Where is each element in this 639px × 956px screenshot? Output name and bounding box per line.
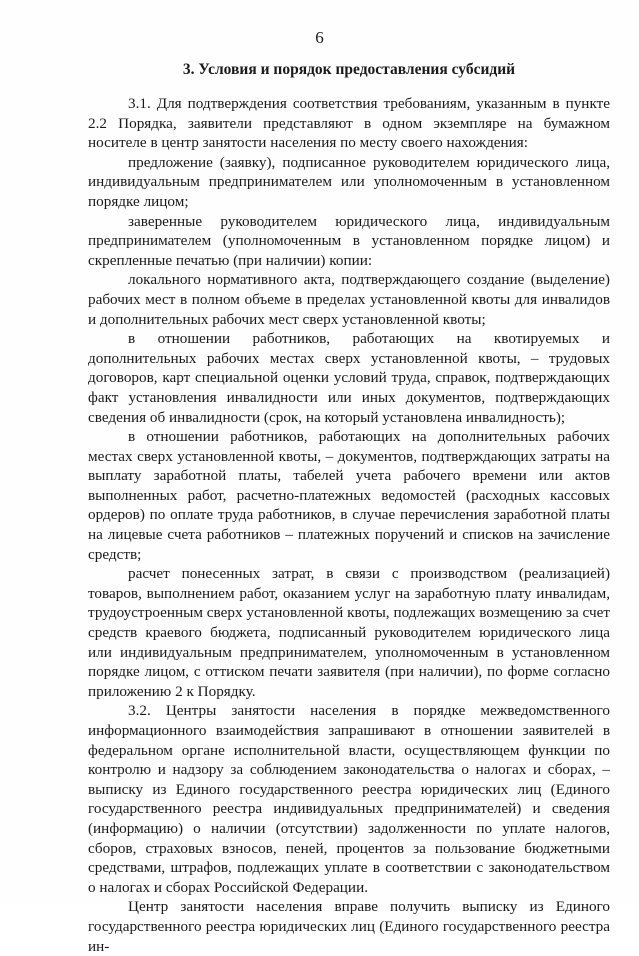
paragraph-application: предложение (заявку), подписанное руководителем юридического лица, индивидуальным предпринимателем или уполномоченным в установленном порядке лицом;	[88, 153, 610, 210]
paragraph-3-2: 3.2. Центры занятости населения в порядке межведомственного информационного взаимодействия запрашивают в отношении заявителей в федеральном органе исполнительной власти, осуществляющем функции по контролю и надзору за соблюдением законодательства о налогах и сборах, – выписку из Единого государственного реестра юридических лиц (Единого государственного реестра индивидуальных предпринимателей) и сведения (информацию) о наличии (отсутствии) задолженности по уплате налогов, сборов, страховых взносов, пеней, процентов за пользование бюджетными средствами, штрафов, подлежащих уплате в соответствии с законодательством о налогах и сборах Российской Федерации.	[88, 702, 610, 896]
paragraph-certified-copies: заверенные руководителем юридического лица, индивидуальным предпринимателем (уполномоченным в установленном порядке лицом) и скрепленные печатью (при наличии) копии:	[88, 212, 610, 269]
paragraph-local-act: локального нормативного акта, подтверждающего создание (выделение) рабочих мест в полном объеме в пределах установленной квоты для инвалидов и дополнительных рабочих мест сверх установленной квоты;	[88, 271, 610, 328]
section-title: 3. Условия и порядок предоставления субсидий	[182, 61, 516, 78]
paragraph-3-1-intro: 3.1. Для подтверждения соответствия требованиям, указанным в пункте 2.2 Порядка, заявители представляют в одном экземпляре на бумажном носителе в центр занятости населения по месту своего нахождения:	[88, 95, 610, 152]
document-body	[88, 94, 610, 956]
paragraph-additional-workers: в отношении работников, работающих на дополнительных рабочих местах сверх установленной квоты, – документов, подтверждающих затраты на выплату заработной платы, табелей учета рабочего времени или актов выполненных работ, расчетно-платежных ведомостей (расходных кассовых ордеров) по оплате труда работников, в случае перечисления заработной платы на лицевые счета работников – платежных поручений и списков на зачисление средств;	[88, 428, 610, 563]
paragraph-cost-calculation: расчет понесенных затрат, в связи с производством (реализацией) товаров, выполнением работ, оказанием услуг на заработную плату инвалидам, трудоустроенным сверх установленной квоты, подлежащих возмещению за счет средств краевого бюджета, подписанный руководителем юридического лица или индивидуальным предпринимателем, уполномоченным в установленном порядке лицом, с оттиском печати заявителя (при наличии), по форме согласно приложению 2 к Порядку.	[88, 565, 610, 700]
paragraph-employment-center: Центр занятости населения вправе получить выписку из Единого государственного реестра юридических лиц (Единого государственного реестра ин-	[88, 898, 610, 955]
paragraph-quota-workers: в отношении работников, работающих на квотируемых и дополнительных рабочих местах сверх установленной квоты, – трудовых договоров, карт специальной оценки условий труда, справок, подтверждающих факт установления инвалидности или иных документов, подтверждающих сведения об инвалидности (срок, на который установлена инвалидность);	[88, 330, 610, 426]
page-number: 6	[315, 28, 324, 47]
